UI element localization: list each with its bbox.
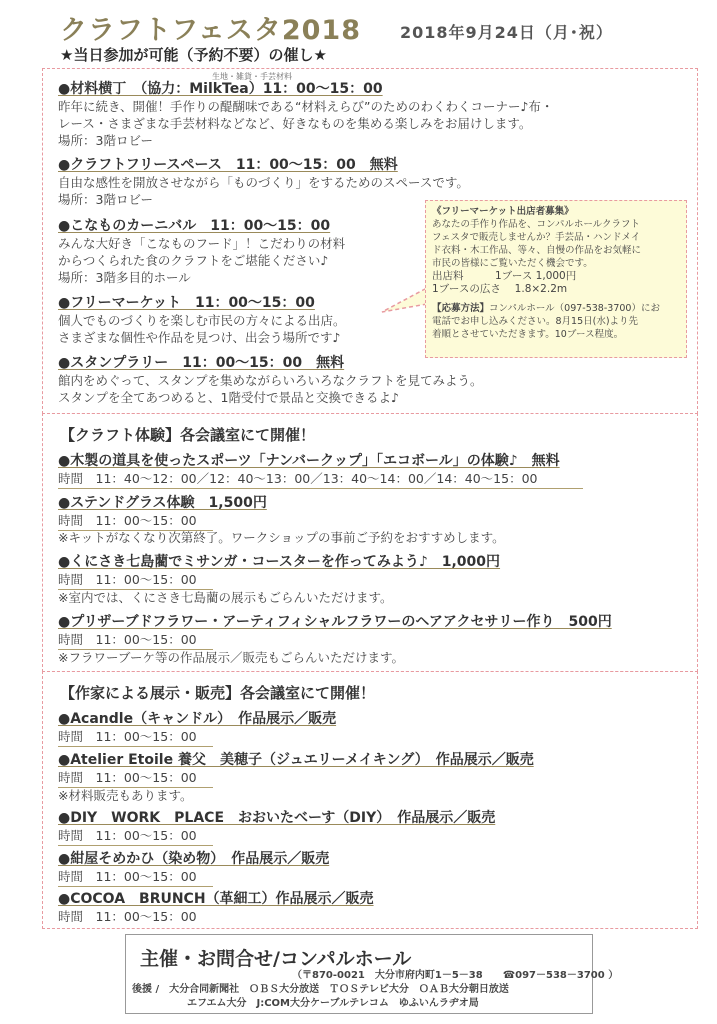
event-text: レース・さまざまな手芸材料などなど、好きなものを集める楽しみをお届けします。 [58,116,532,131]
craft-experience-heading: 【クラフト体験】各会議室にて開催！ [60,426,316,444]
artist-heading: ●COCOA BRUNCH（革細工）作品展示／販売 [58,891,374,907]
materials-note: 生地・雑貨・手芸材料 [212,72,292,81]
event-text: 自由な感性を開放させながら「ものづくり」をするためのスペースです。 [58,175,469,190]
event-text: 場所：3階ロビー [58,192,153,207]
artist-heading: ●紺屋そめかひ（染め物） 作品展示／販売 [58,851,330,867]
event-text: さまざまな個性や作品を見つけ、出会う場所です♪ [58,330,341,345]
experience-note: ※フラワーブーケ等の作品展示／販売もごらんいただけます。 [58,650,404,665]
event-heading-flea-market: ●フリーマーケット 11：00～15：00 [58,295,315,311]
experience-time: 時間 11：00～15：00 [58,632,197,647]
notice-fee: 出店料 1ブース 1,000円 [432,270,577,282]
organizer-address: （〒870-0021 大分市府内町1－5－38 ☎097－538－3700 ） [292,970,619,981]
notice-apply-line: 着順とさせていただきます。10ブース程度。 [432,329,624,340]
notice-line: ド衣料・木工作品、等々、自慢の作品をお気軽に [432,245,642,256]
event-text: 場所：3階ロビー [58,133,153,148]
event-heading-stamp-rally: ●スタンプラリー 11：00～15：00 無料 [58,355,345,371]
artist-time: 時間 11：00～15：00 [58,909,197,924]
notice-line: あなたの手作り作品を、コンパルホールクラフト [432,219,640,230]
experience-time: 時間 11：40～12：00／12：40～13：00／13：40～14：00／14：40～15：00 [58,471,538,486]
sponsors-line: エフエム大分 J:COM大分ケーブルテレコム ゆふいんラヂオ局 [187,998,479,1009]
artist-time: 時間 11：00～15：00 [58,869,197,884]
row-divider [58,488,583,489]
event-text: スタンプを全てあつめると、1階受付で景品と交換できるよ♪ [58,390,399,405]
artist-time: 時間 11：00～15：00 [58,770,197,785]
experience-note: ※キットがなくなり次第終了。ワークショップの事前ご予約をおすすめします。 [58,530,505,545]
event-heading-materials: ●材料横丁 （協力：MilkTea）11：00～15：00 [58,81,383,97]
artist-exhibition-heading: 【作家による展示・販売】各会議室にて開催！ [60,684,376,702]
notice-line: フェスタで販売しませんか？手芸品・ハンドメイ [432,232,641,243]
notice-apply-line: コンパルホール（097-538-3700）にお [489,303,660,314]
experience-heading: ●木製の道具を使ったスポーツ「ナンバークップ」「エコボール」の体験♪ 無料 [58,453,560,469]
experience-note: ※室内では、くにさき七島藺の展示もごらんいただけます。 [58,590,393,605]
event-text: みんな大好き「こなものフード」！こだわりの材料 [58,236,346,251]
artist-heading: ●Acandle（キャンドル） 作品展示／販売 [58,711,337,727]
event-text: 昨年に続き、開催！手作りの醍醐味である“材料えらび”のためのわくわくコーナー♪布・ [58,99,554,114]
event-text: 館内をめぐって、スタンプを集めながらいろいろなクラフトを見てみよう。 [58,373,483,388]
artist-heading: ●Atelier Etoile 養父 美穂子（ジュエリーメイキング） 作品展示／販売 [58,752,534,768]
experience-heading: ●プリザーブドフラワー・アーティフィシャルフラワーのヘアアクセサリー作り 500円 [58,614,612,630]
row-divider [58,845,213,846]
event-heading-konamono: ●こなものカーニバル 11：00～15：00 [58,218,331,234]
artist-time: 時間 11：00～15：00 [58,828,197,843]
section-subtitle: ★当日参加が可能（予約不要）の催し★ [60,46,327,64]
experience-heading: ●ステンドグラス体験 1,500円 [58,495,267,511]
page-title: クラフトフェスタ2018 [60,15,361,46]
row-divider [58,886,213,887]
notice-size: 1ブースの広さ 1.8×2.2m [432,283,568,295]
event-heading-free-space: ●クラフトフリースペース 11：00～15：00 無料 [58,157,398,173]
flea-market-recruit-notice [425,200,687,358]
notice-apply-line: 電話でお申し込みください。8月15日(水)より先 [432,316,639,327]
experience-time: 時間 11：00～15：00 [58,572,197,587]
experience-heading: ●くにさき七島藺でミサンガ・コースターを作ってみよう♪ 1,000円 [58,554,501,570]
artist-heading: ●DIY WORK PLACE おおいたベーす（DIY） 作品展示／販売 [58,810,496,826]
event-text: 個人でものづくりを楽しむ市民の方々による出店。 [58,313,346,328]
artist-time: 時間 11：00～15：00 [58,729,197,744]
sponsors-line: 後援 / 大分合同新聞社 ＯＢＳ大分放送 ＴＯＳテレビ大分 ＯＡＢ大分朝日放送 [132,984,509,995]
event-text: 場所：3階多目的ホール [58,270,191,285]
notice-apply-label: 【応募方法】 [432,303,490,314]
artist-note: ※材料販売もあります。 [58,788,193,803]
event-text: からつくられた食のクラフトをご堪能ください♪ [58,253,329,268]
event-date: 2018年9月24日（月･祝） [400,23,613,42]
row-divider [58,746,213,747]
notice-line: 市民の皆様にご覧いただく機会です。 [432,258,593,269]
experience-time: 時間 11：00～15：00 [58,513,197,528]
notice-title: 《フリーマーケット出店者募集》 [432,206,574,217]
organizer-title: 主催・お問合せ/コンパルホール [140,948,412,970]
